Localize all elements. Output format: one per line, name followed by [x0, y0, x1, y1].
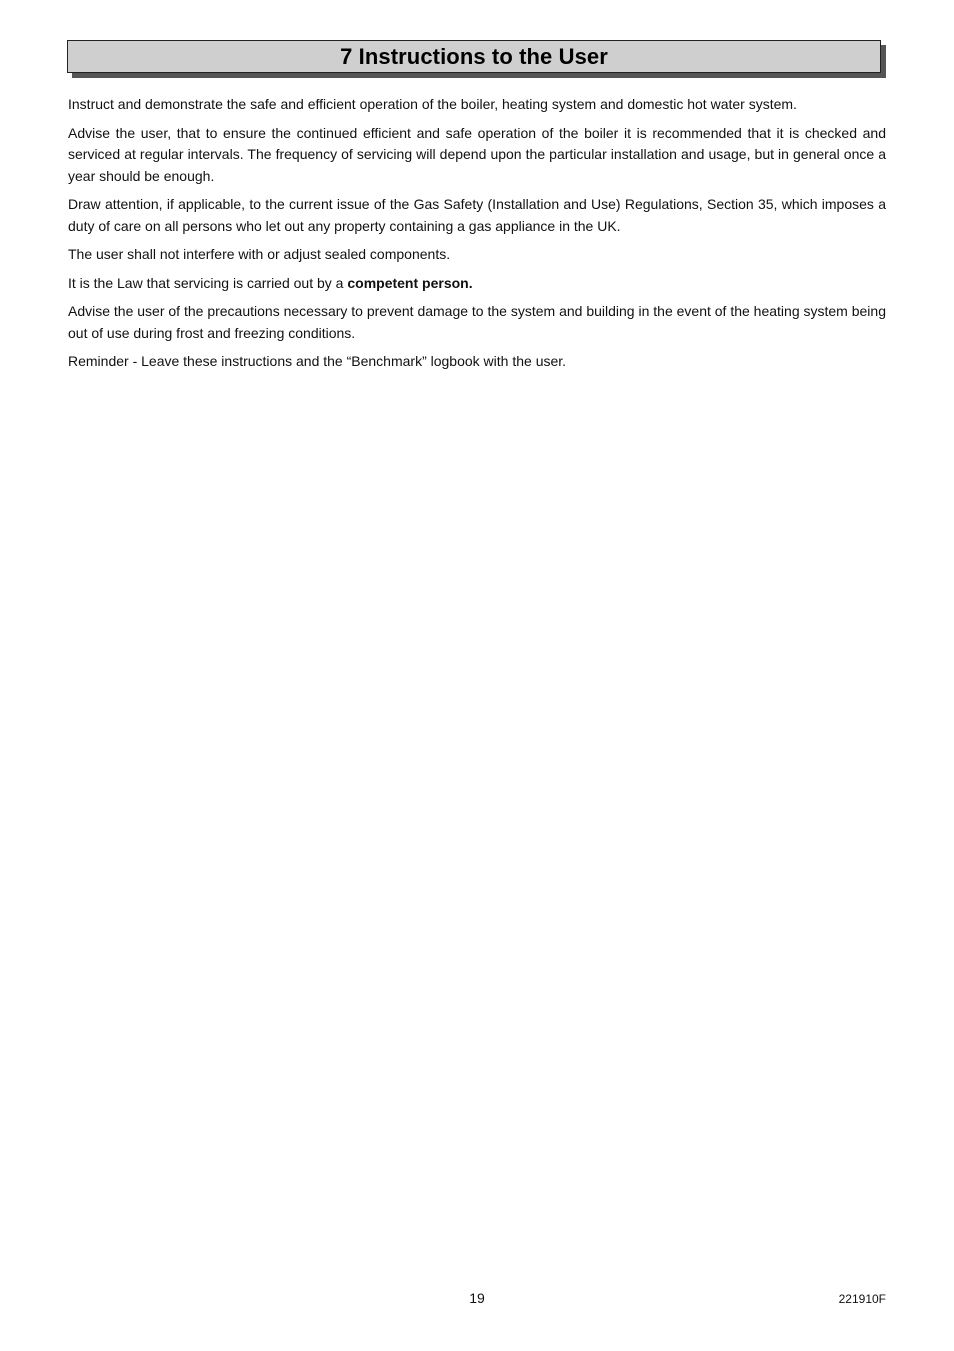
- paragraph-gas-safety-regulations: Draw attention, if applicable, to the current issue of the Gas Safety (Installation and Use) Regulations, Section 35, which imposes a duty of care on all persons who let out any property containing a gas appliance in the UK.: [68, 196, 886, 234]
- body-text: [68, 94, 886, 380]
- competent-person-emphasis: competent person.: [347, 274, 473, 291]
- paragraph-reminder: Reminder - Leave these instructions and the “Benchmark” logbook with the user.: [68, 353, 567, 369]
- section-header: [67, 40, 881, 73]
- paragraph-servicing-advice: Advise the user, that to ensure the continued efficient and safe operation of the boiler it is recommended that it is checked and serviced at regular intervals. The frequency of servicing will depend upon the particular installation and usage, but in general once a year should be enough.: [68, 124, 886, 184]
- law-text: It is the Law that servicing is carried out by a: [68, 274, 348, 291]
- document-code: 221910F: [838, 1292, 886, 1306]
- paragraph-law-competent-person: [68, 273, 886, 295]
- paragraph-sealed-components: The user shall not interfere with or adjust sealed components.: [68, 246, 451, 262]
- section-title: 7 Instructions to the User: [340, 43, 608, 69]
- page-number: 19: [469, 1290, 485, 1306]
- paragraph-frost-precautions: Advise the user of the precautions necessary to prevent damage to the system and building in the event of the heating system being out of use during frost and freezing conditions.: [68, 303, 886, 341]
- paragraph-demonstrate: Instruct and demonstrate the safe and efficient operation of the boiler, heating system and domestic hot water system.: [68, 96, 797, 112]
